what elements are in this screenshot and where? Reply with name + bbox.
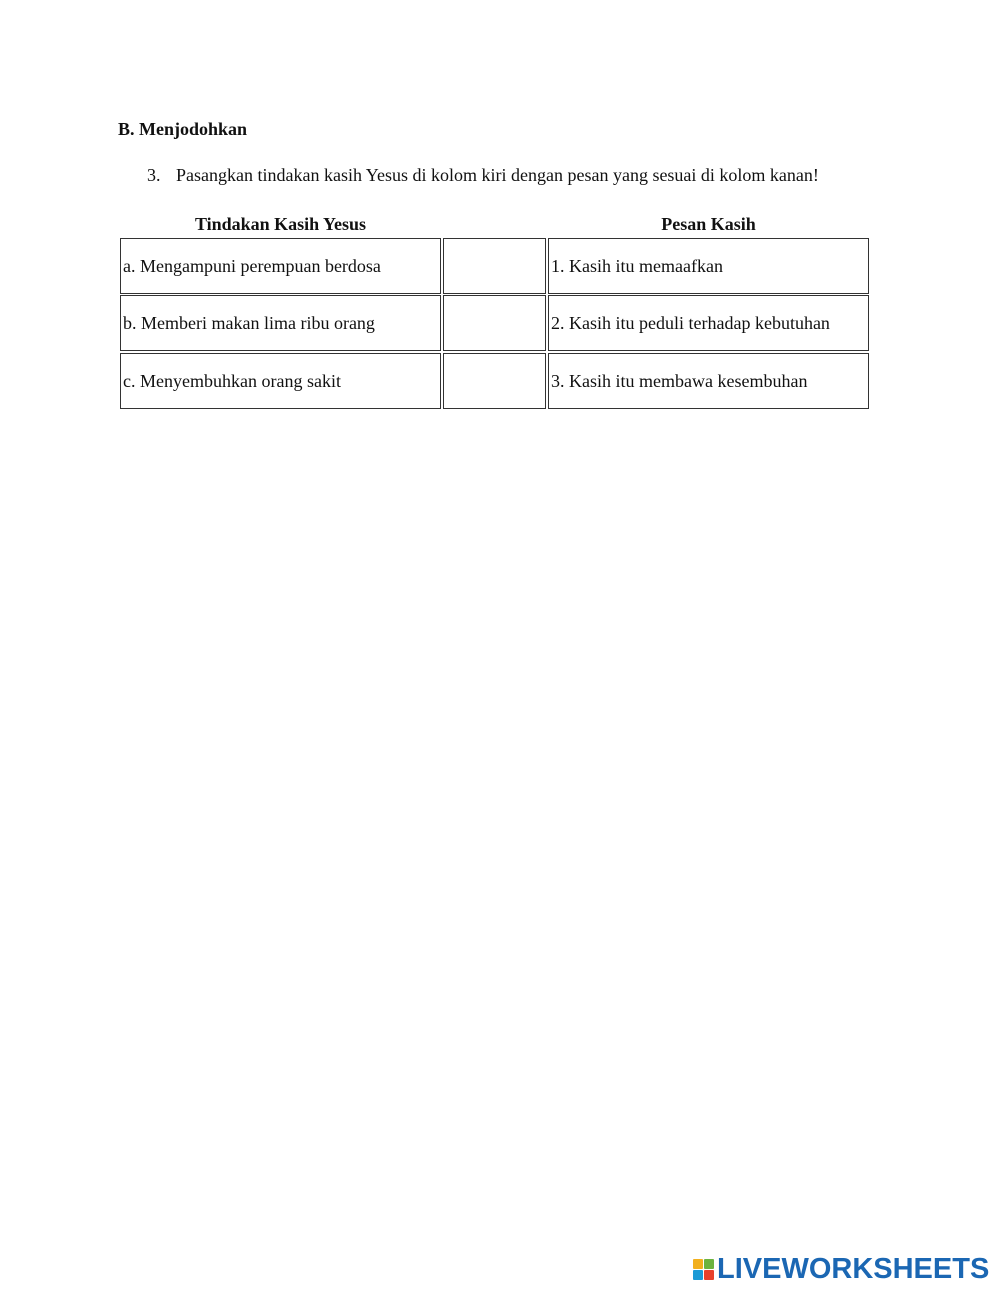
message-cell-2: 2. Kasih itu peduli terhadap kebutuhan [548,295,869,351]
question-number: 3. [147,165,161,185]
logo-square-v [693,1270,703,1280]
action-cell-b: b. Memberi makan lima ribu orang [120,295,441,351]
question-prompt [147,164,819,186]
logo-square-i [704,1259,714,1269]
liveworksheets-logo [693,1255,989,1283]
column-header-right: Pesan Kasih [661,214,756,234]
action-cell-c: c. Menyembuhkan orang sakit [120,353,441,409]
action-cell-a: a. Mengampuni perempuan berdosa [120,238,441,294]
column-header-left: Tindakan Kasih Yesus [194,214,367,234]
logo-square-l [693,1259,703,1269]
answer-box-a[interactable] [443,238,546,294]
section-heading: B. Menjodohkan [118,119,248,139]
liveworksheets-logo-icon [693,1259,714,1280]
logo-text: LIVEWORKSHEETS [717,1253,990,1285]
message-cell-1: 1. Kasih itu memaafkan [548,238,869,294]
logo-square-e [704,1270,714,1280]
answer-box-c[interactable] [443,353,546,409]
answer-box-b[interactable] [443,295,546,351]
message-cell-3: 3. Kasih itu membawa kesembuhan [548,353,869,409]
question-text: Pasangkan tindakan kasih Yesus di kolom kiri dengan pesan yang sesuai di kolom kanan! [176,165,819,185]
